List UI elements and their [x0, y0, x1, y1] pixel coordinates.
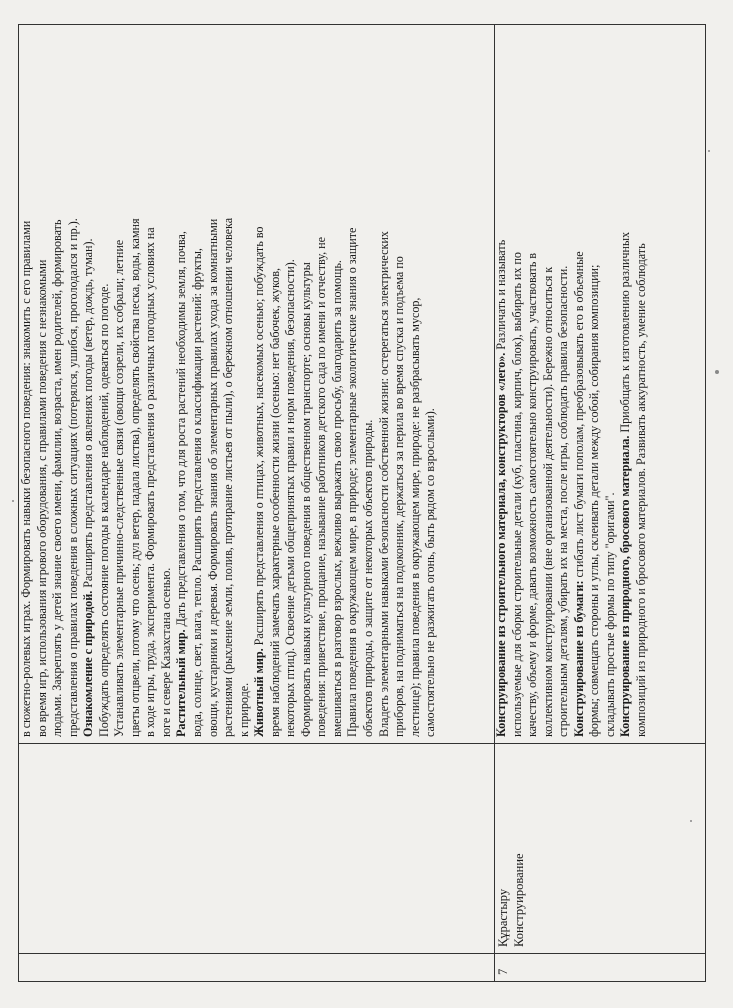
text-line: формы; совмещать стороны и углы, склеивать детали между собой, собирания композиции; [587, 264, 602, 737]
text-line: самостоятельно не разжигать огонь, быть рядом со взрослыми). [423, 408, 438, 737]
text-line: во время игр, использования игрового оборудования, с правилами поведения с незнакомыми [34, 259, 49, 737]
text-line: коллективном конструировании (вне организованной деятельности). Бережно относиться к [540, 266, 555, 737]
text-line: объектов природы, о защите от некоторых объектов природы. [361, 419, 376, 737]
text-line: Животный мир. Расширять представления о птицах, животных, насекомых осенью; побуждать во [252, 226, 267, 737]
text-line: Формировать навыки культурного поведения в общественном транспорте; основы культуры [298, 262, 313, 737]
text-line: композиций из природного и бросового материалов. Развивать аккуратность, умение соблюдать [633, 243, 648, 737]
text-line: качеству, объему и форме, давать возможность самостоятельно конструировать, участвовать в [525, 252, 540, 737]
number-cell [494, 953, 705, 981]
text-line: вода, солнце, свет, влага, тепло. Расширять представления о классификации растений: фрукты, [190, 248, 205, 737]
text-line: юге и севере Казахстана осенью. [158, 567, 173, 737]
text-line: поведения: приветствие, прощание, называние работников детского сада по имени и отчеству, не [314, 237, 329, 737]
text-line: вмешиваться в разговор взрослых, вежливо выражать свою просьбу, благодарить за помощь. [329, 260, 344, 737]
scan-speck [715, 370, 719, 374]
text-line: некоторых птиц). Освоение детьми общепринятых правил и норм поведения, безопасности). [283, 259, 298, 737]
text-line: Конструирование из строительного материала, конструкторов «лего». Различать и называть [494, 239, 508, 737]
text-line: Растительный мир. Дать представления о том, что для роста растений необходимы земля, почва, [174, 231, 189, 737]
content-cell [494, 25, 705, 743]
text-line: растениями (рыхление земли, полив, протирание листьев от пыли), о бережном отношении человека [221, 217, 236, 737]
text-line: овощи, кустарники и деревья. Формировать знания об элементарных правилах ухода за комнатными [205, 218, 220, 737]
scan-speck [12, 500, 14, 502]
text-line: представления о правилах поведения в сложных ситуациях (потерялся, ушибся, проголодался и пр.). [65, 218, 80, 737]
text-line: Владеть элементарными навыками безопасности собственной жизни: остерегаться электрических [376, 231, 391, 737]
number-cell [19, 953, 494, 981]
text-line: время наблюдений замечать характерные особенности жизни (осенью: нет бабочек, жуков, [267, 268, 282, 737]
row-number: 7 [496, 968, 510, 975]
text-line: используемые для сборки строительные детали (куб, пластина, кирпич, блок), выбирать их по [509, 252, 524, 737]
text-line: людьми. Закреплять у детей знание своего имени, фамилии, возраста, имен родителей, формировать [50, 219, 65, 737]
text-line: приборов, на подниматься на подоконник, держаться за перила во время спуска и подъема по [392, 256, 407, 737]
text-line: к природе. [236, 682, 251, 737]
text-line: складывать простые формы по типу "оригами". [602, 492, 617, 737]
scan-speck [690, 820, 692, 822]
text-line: в ходе игры, труда, эксперимента. Формировать представления о различных погодных условиях на [143, 227, 158, 737]
subject-cell [494, 743, 705, 953]
text-line: Конструирование из бумаги: сгибать лист бумаги пополам, преобразовывать его в объемные [571, 251, 586, 737]
text-line: Правила поведения в окружающем мире, в природе; элементарные экологические знания о защите [345, 227, 360, 737]
subject-name [496, 853, 527, 947]
text-line: цветы отцвели, потому что осень; дул ветер, падала листва), определять свойства песка, воды, камня [127, 218, 142, 737]
curriculum-table [18, 24, 706, 982]
text-line: строительным деталям, убирать их на места, после игры, соблюдать правила безопасности. [556, 265, 571, 737]
text-line: в сюжетно-ролевых играх. Формировать навыки безопасного поведения: знакомить с его правилами [19, 220, 33, 737]
text-line: лестнице); правила поведения в окружающем мире, природе: не разбрасывать мусор, [407, 297, 422, 737]
subject-cell [19, 743, 494, 953]
subject-name-ru: Конструирование [511, 853, 526, 947]
scan-speck [708, 150, 710, 152]
table-row [494, 25, 705, 981]
table-row [19, 25, 495, 981]
subject-name-kz: Құрастыру [496, 888, 510, 947]
text-line: Устанавливать элементарные причинно-следственные связи (овощи созрели, их собрали; летние [112, 239, 127, 737]
text-line: Побуждать определять состояние погоды в календаре наблюдений, одеваться по погоде. [96, 283, 111, 737]
text-line: Ознакомление с природой. Расширять представления о явлениях погоды (ветер, дождь, туман). [81, 238, 96, 737]
content-cell [19, 25, 494, 743]
text-line: Конструирование из природного, бросового материала. Приобщать к изготовлению различных [618, 231, 633, 737]
